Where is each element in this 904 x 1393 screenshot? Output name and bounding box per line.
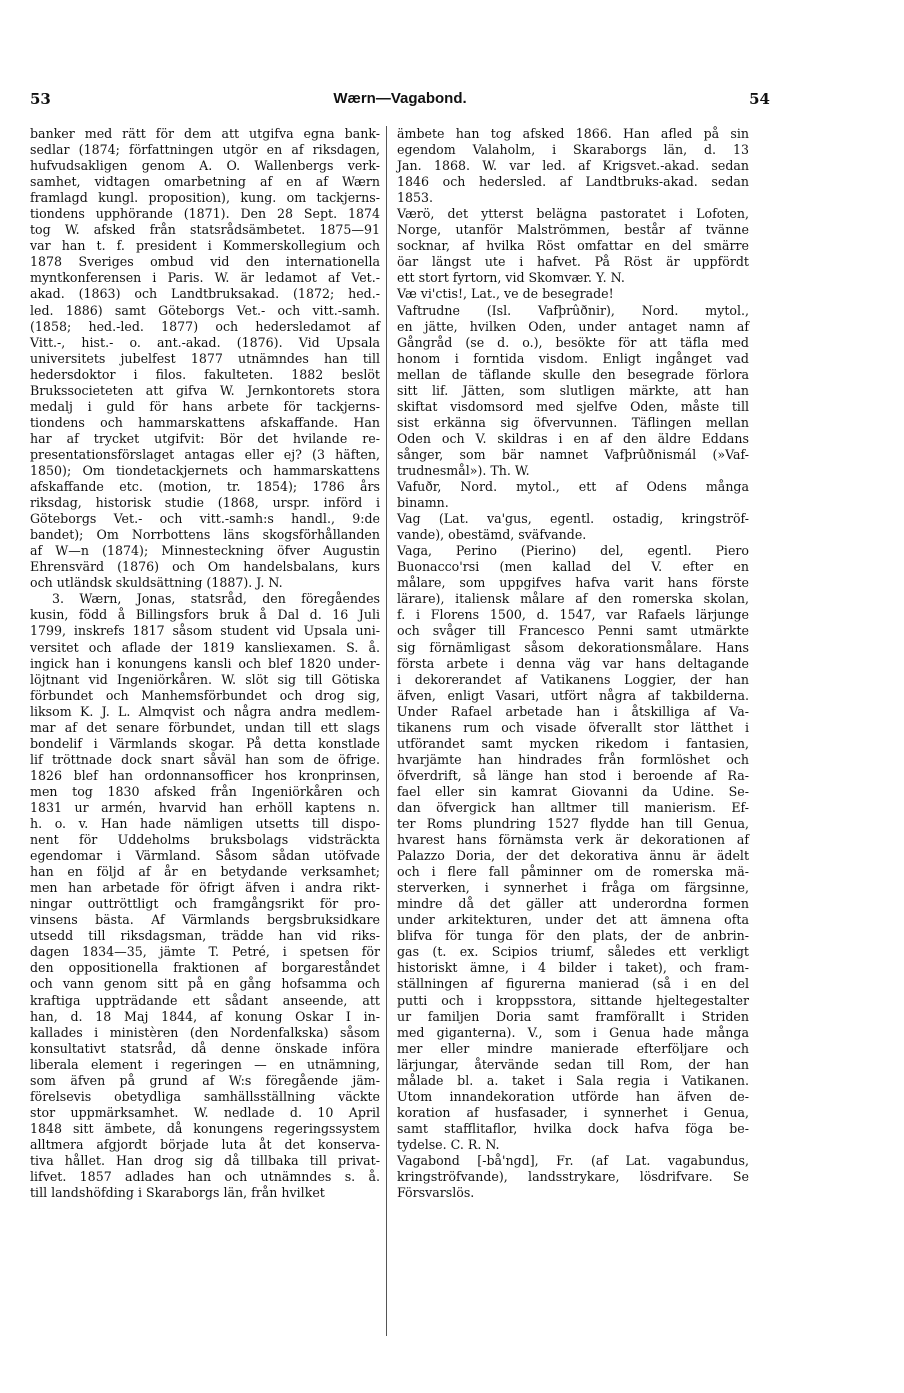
text-line: 1850); Om tiondetackjernets och hammarskattens bbox=[30, 462, 380, 478]
page-header bbox=[30, 90, 770, 114]
text-line: Brukssocieteten att gifva W. Jernkontorets stora bbox=[30, 382, 380, 398]
text-line: och svåger till Francesco Penni samt utmärkte bbox=[397, 623, 749, 639]
running-head: Wærn—Vagabond. bbox=[333, 90, 467, 107]
text-line: ningar outtröttligt och framgångsrikt för pro- bbox=[30, 896, 380, 912]
text-line: historiskt ämne, i 4 bilder i taket), och fram- bbox=[397, 960, 749, 976]
text-line: binamn. bbox=[397, 495, 449, 511]
text-line: förbundet och Manhemsförbundet och drog sig, bbox=[30, 687, 380, 703]
text-line: riksdag, historisk studie (1868, urspr. införd i bbox=[30, 495, 380, 511]
text-line: Værö, det ytterst belägna pastoratet i Lofoten, bbox=[397, 206, 749, 222]
text-line: 1799, inskrefs 1817 såsom student vid Upsala uni- bbox=[30, 623, 380, 639]
text-line: framlagd kungl. proposition), kung. om tackjerns- bbox=[30, 190, 380, 206]
text-line: hvarest hans förnämsta verk är dekorationen af bbox=[397, 832, 749, 848]
column-divider bbox=[386, 126, 387, 1336]
text-line: mellan de täflande skulle den besegrade förlora bbox=[397, 366, 749, 382]
text-line: mindre då det gäller att underordna formen bbox=[397, 896, 749, 912]
text-line: Utom innandekoration utförde han äfven de- bbox=[397, 1088, 749, 1104]
text-line: målade bl. a. taket i Sala regia i Vatikanen. bbox=[397, 1072, 749, 1088]
left-column bbox=[30, 126, 380, 1201]
text-line: samt stafflitaflor, hvilka dock hafva föga be- bbox=[397, 1120, 749, 1136]
text-line: och vann genom sitt på en gång hofsamma och bbox=[30, 976, 380, 992]
text-line: Försvarslös. bbox=[397, 1185, 475, 1201]
text-line: socknar, af hvilka Röst omfattar en del smärre bbox=[397, 238, 749, 254]
text-line: dagen 1834—35, jämte T. Petré, i spetsen för bbox=[30, 944, 380, 960]
text-line: han, d. 18 Maj 1844, af konung Oskar I in- bbox=[30, 1008, 380, 1024]
text-line: egendom Valaholm, i Skaraborgs län, d. 13 bbox=[397, 142, 749, 158]
text-line: presentationsförslaget antagas eller ej? (3 häften, bbox=[30, 446, 380, 462]
text-line: till landshöfding i Skaraborgs län, från hvilket bbox=[30, 1185, 325, 1201]
text-line: mer eller mindre manierade efterföljare och bbox=[397, 1040, 749, 1056]
text-line: Vaga, Perino (Pierino) del, egentl. Piero bbox=[397, 543, 749, 559]
text-line: mar af det senare förbundet, undan till ett slags bbox=[30, 719, 380, 735]
text-line: sånger, som bär namnet Vafþrûðnismál (»Vaf- bbox=[397, 446, 749, 462]
text-line: akad. (1863) och Landtbruksakad. (1872; hed.- bbox=[30, 286, 380, 302]
text-line: Vag (Lat. va'gus, egentl. ostadig, kringströf- bbox=[397, 511, 749, 527]
text-line: äfven, enligt Vasari, utfört några af takbilderna. bbox=[397, 687, 749, 703]
text-line: trudnesmål»). Th. W. bbox=[397, 462, 530, 478]
text-line: ur familjen Doria samt framförallt i Striden bbox=[397, 1008, 749, 1024]
text-line: ställningen af figurerna manierad (så i en del bbox=[397, 976, 749, 992]
text-line: första arbete i denna väg var hans deltagande bbox=[397, 655, 749, 671]
text-line: samhet, vidtagen omarbetning af en af Wærn bbox=[30, 174, 380, 190]
text-line: sist erkänna sig öfvervunnen. Täflingen mellan bbox=[397, 414, 749, 430]
text-line: medalj i guld för hans arbete för tackjerns- bbox=[30, 398, 380, 414]
text-line: kusin, född å Billingsfors bruk å Dal d. 16 Juli bbox=[30, 607, 380, 623]
text-line: 1831 ur armén, hvarvid han erhöll kaptens n. bbox=[30, 799, 380, 815]
text-line: led. 1886) samt Göteborgs Vet.- och vitt.-samh. bbox=[30, 302, 380, 318]
text-line: vinsens bästa. Af Värmlands bergsbruksidkare bbox=[30, 912, 380, 928]
text-line: i dekorerandet af Vatikanens Loggier, der han bbox=[397, 671, 749, 687]
text-line: 1853. bbox=[397, 190, 434, 206]
page-number-left: 53 bbox=[30, 90, 51, 108]
page-number-right: 54 bbox=[749, 90, 770, 108]
text-line: Göteborgs Vet.- och vitt.-samh:s handl., 9:de bbox=[30, 511, 380, 527]
text-line: Palazzo Doria, der det dekorativa ännu är ädelt bbox=[397, 848, 749, 864]
text-line: löjtnant vid Ingeniörkåren. W. slöt sig till Götiska bbox=[30, 671, 380, 687]
text-line: vande), obestämd, sväfvande. bbox=[397, 527, 587, 543]
text-line: liberala element i regeringen — en utnämning, bbox=[30, 1056, 380, 1072]
text-line: med giganterna). V., som i Genua hade många bbox=[397, 1024, 749, 1040]
text-line: koration af husfasader, i synnerhet i Genua, bbox=[397, 1104, 749, 1120]
text-line: tydelse. C. R. N. bbox=[397, 1136, 500, 1152]
text-line: som äfven på grund af W:s föregående jäm- bbox=[30, 1072, 380, 1088]
text-line: Jan. 1868. W. var led. af Krigsvet.-akad. sedan bbox=[397, 158, 749, 174]
text-line: (1858; hed.-led. 1877) och hedersledamot af bbox=[30, 318, 380, 334]
text-line: förelsevis obetydliga samhällsställning väckte bbox=[30, 1088, 380, 1104]
text-line: 1826 blef han ordonnansofficer hos kronprinsen, bbox=[30, 767, 380, 783]
right-column bbox=[397, 126, 749, 1201]
text-line: har af trycket utgifvit: Bör det hvilande re- bbox=[30, 430, 380, 446]
text-line: sitt lif. Jätten, som slutligen märkte, att han bbox=[397, 382, 749, 398]
text-line: lif tröttnade dock snart såväl han som de öfrige. bbox=[30, 751, 380, 767]
text-line: tiondens upphörande (1871). Den 28 Sept. 1874 bbox=[30, 206, 380, 222]
text-line: 1878 Sveriges ombud vid den internationella bbox=[30, 254, 380, 270]
text-line: Vafuðr, Nord. mytol., ett af Odens många bbox=[397, 479, 749, 495]
text-line: sig förnämligast såsom dekorationsmålare. Hans bbox=[397, 639, 749, 655]
text-line: en jätte, hvilken Oden, under antaget namn af bbox=[397, 318, 749, 334]
text-line: Gångråd (se d. o.), besökte för att täfla med bbox=[397, 334, 749, 350]
text-line: ter Roms plundring 1527 flydde han till Genua, bbox=[397, 816, 749, 832]
text-line: ingick han i konungens kansli och blef 1820 under- bbox=[30, 655, 380, 671]
text-line: versitet och aflade der 1819 kansliexamen. S. å. bbox=[30, 639, 380, 655]
text-line: Norge, utanför Malströmmen, består af tvänne bbox=[397, 222, 749, 238]
text-line: stor uppmärksamhet. W. nedlade d. 10 April bbox=[30, 1104, 380, 1120]
text-line: sterverken, i synnerhet i fråga om färgsinne, bbox=[397, 880, 749, 896]
text-line: liksom K. J. L. Almqvist och några andra medlem- bbox=[30, 703, 380, 719]
text-line: dan öfvergick han alltmer till manierism. Ef- bbox=[397, 799, 749, 815]
text-line: konsultativt statsråd, då denne önskade införa bbox=[30, 1040, 380, 1056]
text-line: h. o. v. Han hade nämligen utsetts till dispo- bbox=[30, 816, 380, 832]
text-line: alltmera afgjordt började luta åt det konserva- bbox=[30, 1136, 380, 1152]
text-line: 1846 och hedersled. af Landtbruks-akad. sedan bbox=[397, 174, 749, 190]
text-line: öfverdrift, så länge han stod i beroende af Ra- bbox=[397, 767, 749, 783]
text-line: f. i Florens 1500, d. 1547, var Rafaels lärjunge bbox=[397, 607, 749, 623]
text-line: myntkonferensen i Paris. W. är ledamot af Vet.- bbox=[30, 270, 380, 286]
text-line: tikanens rum och visade öfverallt stor lätthet i bbox=[397, 719, 749, 735]
text-line: kringströfvande), landsstrykare, lösdrifvare. Se bbox=[397, 1169, 749, 1185]
text-line: utförandet samt mycken rikedom i fantasien, bbox=[397, 735, 749, 751]
text-line: Under Rafael arbetade han i åtskilliga af Va- bbox=[397, 703, 749, 719]
text-line: kallades i ministèren (den Nordenfalkska) såsom bbox=[30, 1024, 380, 1040]
text-line: lärjungar, återvände sedan till Rom, der han bbox=[397, 1056, 749, 1072]
text-line: bondelif i Värmlands skogar. På detta konstlade bbox=[30, 735, 380, 751]
text-line: Buonacco'rsi (men kallad del V. efter en bbox=[397, 559, 749, 575]
text-line: sedlar (1874; författningen utgör en af riksdagen, bbox=[30, 142, 380, 158]
text-line: tiondens och hammarskattens afskaffande. Han bbox=[30, 414, 380, 430]
text-line: målare, som uppgifves hafva varit hans förste bbox=[397, 575, 749, 591]
text-line: Væ vi'ctis!, Lat., ve de besegrade! bbox=[397, 286, 614, 302]
text-line: utsedd till riksdagsman, trädde han vid riks- bbox=[30, 928, 380, 944]
text-line: hufvudsakligen genom A. O. Wallenbergs verk- bbox=[30, 158, 380, 174]
text-line: tiva hållet. Han drog sig då tillbaka till privat- bbox=[30, 1153, 380, 1168]
text-line: 1848 sitt ämbete, då konungens regeringssystem bbox=[30, 1120, 380, 1136]
text-line: Vaftrudne (Isl. Vafþrûðnir), Nord. mytol., bbox=[397, 302, 749, 318]
text-line: banker med rätt för dem att utgifva egna bank- bbox=[30, 126, 380, 141]
text-line: hvarjämte han hindrades från formlöshet och bbox=[397, 751, 749, 767]
text-line: lifvet. 1857 adlades han och utnämndes s. å. bbox=[30, 1169, 380, 1185]
text-line: blifva för tunga för den plats, der de anbrin- bbox=[397, 928, 749, 944]
text-line: öar längst ute i hafvet. På Röst är uppfördt bbox=[397, 254, 749, 270]
text-line: och i flere fall påminner om de romerska mä- bbox=[397, 864, 749, 880]
text-line: kraftiga uppträdande ett sådant anseende, att bbox=[30, 992, 380, 1008]
text-line: och utländsk skuldsättning (1887). J. N. bbox=[30, 575, 283, 591]
text-line: han en följd af år en betydande verksamhet; bbox=[30, 864, 380, 880]
text-line: afskaffande etc. (motion, tr. 1854); 1786 års bbox=[30, 479, 380, 495]
text-line: den oppositionella fraktionen af borgareståndet bbox=[30, 960, 380, 976]
text-line: honom i forntida visdom. Enligt ingånget vad bbox=[397, 350, 749, 366]
text-line: under arkitekturen, under det att ämnena ofta bbox=[397, 912, 749, 928]
text-line: bandet); Om Norrbottens läns skogsförhållanden bbox=[30, 527, 380, 543]
text-line: gas (t. ex. Scipios triumf, således ett verkligt bbox=[397, 944, 749, 960]
text-line: egendomar i Värmland. Såsom sådan utöfvade bbox=[30, 848, 380, 864]
text-line: skiftat visdomsord med sjelfve Oden, måste till bbox=[397, 398, 749, 414]
text-line: putti och i kroppsstora, sittande hjeltegestalter bbox=[397, 992, 749, 1008]
text-line: fael eller sin kamrat Giovanni da Udine. Se- bbox=[397, 783, 749, 799]
text-line: var han t. f. president i Kommerskollegium och bbox=[30, 238, 380, 254]
text-line: lärare), italiensk målare af den romerska skolan, bbox=[397, 591, 749, 607]
text-line: tog W. afsked från statsrådsämbetet. 1875—91 bbox=[30, 222, 380, 238]
text-line: ett stort fyrtorn, vid Skomvær. Y. N. bbox=[397, 270, 625, 286]
text-line: 3. Wærn, Jonas, statsråd, den föregåendes bbox=[52, 591, 380, 607]
text-line: Vitt.-, hist.- o. ant.-akad. (1876). Vid Upsala bbox=[30, 334, 380, 350]
text-line: nent för Uddeholms bruksbolags vidsträckta bbox=[30, 832, 380, 848]
text-line: men tog 1830 afsked från Ingeniörkåren och bbox=[30, 783, 380, 799]
text-line: hedersdoktor i filos. fakulteten. 1882 beslöt bbox=[30, 366, 380, 382]
text-line: universitets jubelfest 1877 utnämndes han till bbox=[30, 350, 380, 366]
text-line: Oden och V. skildras i en af den äldre Eddans bbox=[397, 430, 749, 446]
text-line: ämbete han tog afsked 1866. Han afled på sin bbox=[397, 126, 749, 141]
text-line: men han arbetade för öfrigt äfven i andra rikt- bbox=[30, 880, 380, 896]
text-line: af W—n (1874); Minnesteckning öfver Augustin bbox=[30, 543, 380, 559]
text-line: Vagabond [-bå'ngd], Fr. (af Lat. vagabundus, bbox=[397, 1153, 749, 1168]
text-line: Ehrensvärd (1876) och Om handelsbalans, kurs bbox=[30, 559, 380, 575]
